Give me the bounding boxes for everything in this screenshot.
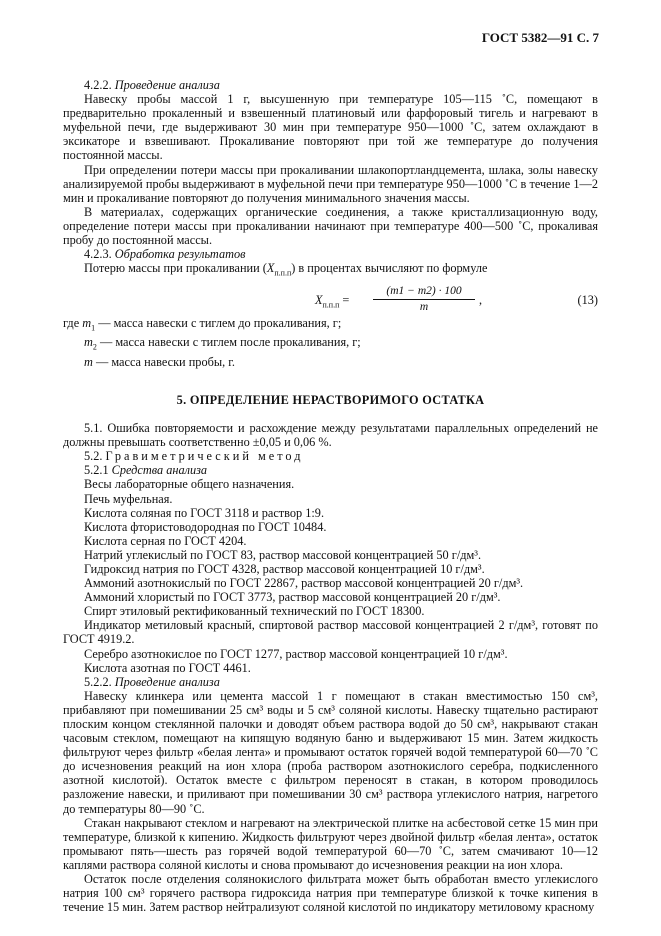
list-item: Кислота серная по ГОСТ 4204.	[84, 533, 247, 548]
definition-m1: где $m_1$ — масса навески с тиглем до прокаливания, г;	[63, 315, 342, 333]
formula-13	[63, 284, 598, 312]
list-item: Аммоний азотнокислый по ГОСТ 22867, раствор массовой концентрацией 20 г/дм³.	[84, 576, 524, 591]
list-item: Весы лабораторные общего назначения.	[84, 477, 295, 492]
section-5-title: 5. ОПРЕДЕЛЕНИЕ НЕРАСТВОРИМОГО ОСТАТКА	[176, 392, 485, 407]
equation-number: (13)	[577, 292, 598, 307]
list-item: Гидроксид натрия по ГОСТ 4328, раствор массовой концентрацией 10 г/дм³.	[84, 561, 485, 576]
list-item: Аммоний хлористый по ГОСТ 3773, раствор массовой концентрацией 20 г/дм³.	[84, 590, 501, 605]
formula-intro: Потерю массы при прокаливании $(X_{п.п.п})$ в процентах вычисляют по формуле	[84, 261, 488, 278]
list-item: Индикатор метиловый красный, спиртовой раствор массовой концентрацией 2 г/дм³, готовят по ГОСТ 4919.2.	[63, 618, 598, 647]
formula-numerator: (m1 − m2) · 100	[373, 284, 475, 300]
clause-4-2-2-heading: 4.2.2. Проведение анализа	[84, 78, 220, 92]
paragraph: Навеску клинкера или цемента массой 1 г помещают в стакан вместимостью 150 см³, прибавляют при помешивании 25 см³ воды и 5 см³ соляной кислоты. Навеску тщательно растирают плоским концом стеклянной палочки и доводят объем раствора водой до 50 см³, накрывают стакан часовым стеклом, помещают на кипящую водяную баню и выдерживают 15 мин. Затем жидкость фильтруют через фильтр «белая лента» и промывают остаток горячей водой температурой 60—70 ˚С до исчезновения реакций на ион хлора (проба раствором азотнокислого серебра, подкисленного азотной кислотой). Остаток вместе с фильтром переносят в стакан, в котором проводилось разложение навески, и приливают при помешивании 30 см³ раствора углекислого натрия, нагретого до температуры 80—90 ˚С.	[63, 688, 598, 816]
paragraph: Остаток после отделения солянокислого фильтрата может быть обработан вместо углекислого натрия 100 см³ горячего раствора гидроксида натрия при температуре близкой к точке кипения в течение 15 мин. Затем раствор нейтрализуют соляной кислотой по индикатору метиловому красному	[63, 872, 598, 915]
clause-4-2-3-heading: 4.2.3. Обработка результатов	[84, 247, 246, 262]
list-item: Натрий углекислый по ГОСТ 83, раствор массовой концентрацией 50 г/дм³.	[84, 547, 482, 562]
definition-m2: $m_2$ — масса навески с тиглем после прокаливания, г;	[84, 335, 361, 352]
paragraph: В материалах, содержащих органические соединения, а также кристаллизационную воду, определение потери массы при прокаливании начинают при температуре 400—500 ˚С, прокаливая пробу до постоянной массы.	[63, 204, 598, 248]
clause-5-2-heading: 5.2. Гравиметрический метод	[84, 449, 304, 464]
formula-comma: ,	[479, 292, 483, 307]
paragraph: При определении потери массы при прокаливании шлакопортландцемента, шлака, золы навеску анализируемой пробы выдерживают в муфельной печи при температуре 950—1000 ˚С в течение 1—2 мин и прокаливание повторяют до получения минимального значения массы.	[63, 162, 598, 205]
definition-m: m — масса навески пробы, г.	[84, 354, 235, 369]
formula-lhs: $X_{п.п.п}$ =	[315, 292, 350, 310]
document-body	[63, 78, 598, 914]
variable-definitions	[63, 316, 598, 369]
formula-denominator: m	[419, 300, 429, 313]
reagent-list	[63, 477, 598, 674]
list-item: Серебро азотнокислое по ГОСТ 1277, раствор массовой концентрацией 10 г/дм³.	[84, 646, 508, 661]
list-item: Печь муфельная.	[84, 491, 173, 506]
clause-5-2-2-heading: 5.2.2. Проведение анализа	[84, 674, 220, 689]
paragraph: Стакан накрывают стеклом и нагревают на электрической плитке на асбестовой сетке 15 мин при температуре, близкой к кипению. Жидкость фильтруют через двойной фильтр «белая лента», остаток промывают пять—шесть раз горячей водой температурой 60—70 ˚С, затем смачивают 10—12 каплями раствора соляной кислоты и снова промывают до исчезновения реакции на ион хлора.	[63, 815, 598, 872]
running-header: ГОСТ 5382—91 С. 7	[481, 30, 599, 45]
clause-5-1: 5.1. Ошибка повторяемости и расхождение между результатами параллельных определений не должны превышать соответственно ±0,05 и 0,06 %.	[63, 421, 598, 450]
list-item: Спирт этиловый ректификованный технический по ГОСТ 18300.	[84, 604, 425, 619]
list-item: Кислота соляная по ГОСТ 3118 и раствор 1:9.	[84, 505, 325, 520]
clause-5-2-1-heading: 5.2.1 Средства анализа	[84, 463, 208, 478]
list-item: Кислота фтористоводородная по ГОСТ 10484.	[84, 519, 327, 534]
list-item: Кислота азотная по ГОСТ 4461.	[84, 660, 251, 675]
paragraph: Навеску пробы массой 1 г, высушенную при температуре 105—115 ˚С, помещают в предварительно прокаленный и взвешенный платиновый или фарфоровый тигель и нагревают в муфельной печи, где выдерживают 30 мин при температуре 950—1000 ˚С, затем охлаждают в эксикаторе и взвешивают. Прокаливание повторяют при той же температуре до получения постоянной массы.	[63, 92, 598, 163]
formula-fraction	[373, 284, 475, 314]
